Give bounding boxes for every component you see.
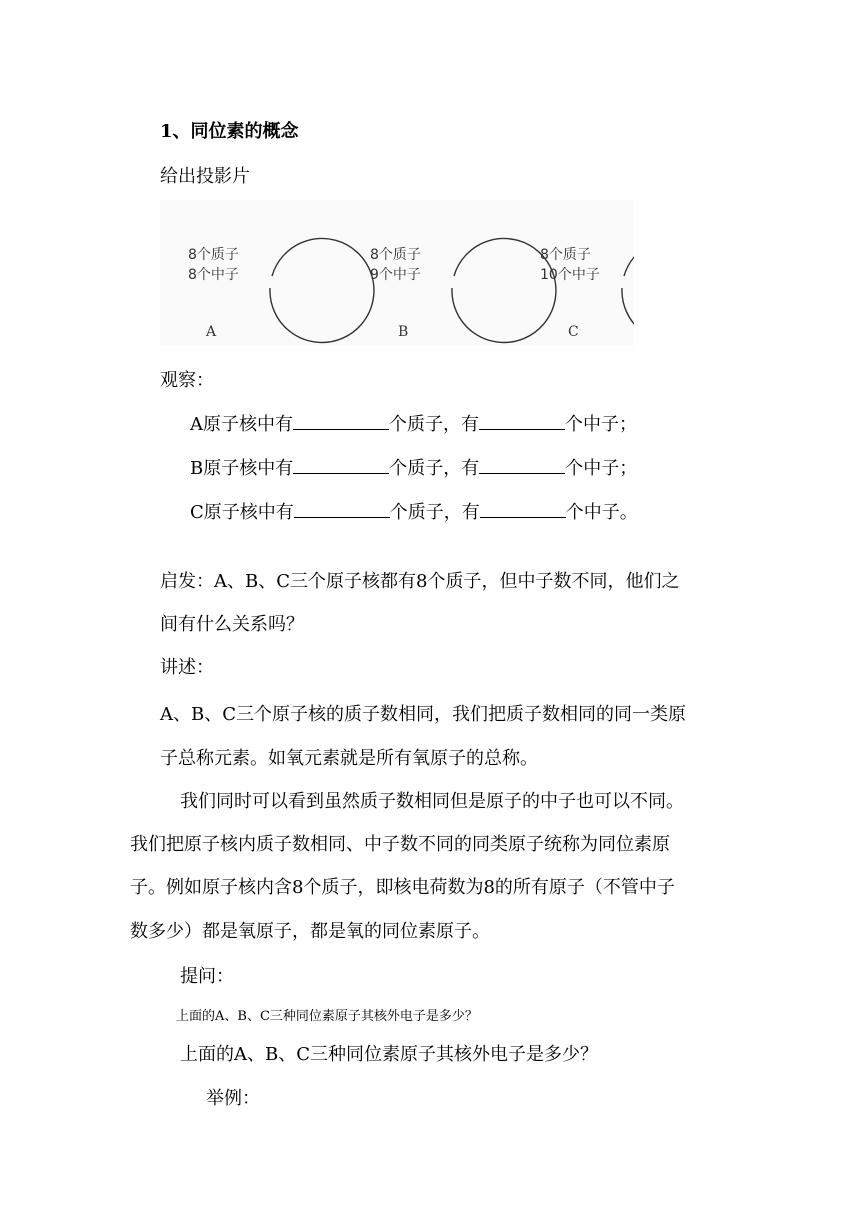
observe-row-b bbox=[190, 454, 637, 480]
blank-c-neutrons[interactable] bbox=[480, 499, 566, 518]
blank-c-protons[interactable] bbox=[294, 499, 390, 518]
explain-p2-line-2: 我们把原子核内质子数相同、中子数不同的同类原子统称为同位素原 bbox=[130, 834, 670, 855]
observe-row-c-prefix: C原子核中有 bbox=[190, 502, 294, 523]
atom-b-caption: B bbox=[398, 324, 409, 340]
atom-a-circle bbox=[270, 238, 374, 342]
atom-a bbox=[188, 238, 374, 342]
atom-c bbox=[540, 238, 634, 342]
example-label: 举例： bbox=[206, 1088, 260, 1109]
atom-c-circle bbox=[622, 238, 634, 342]
atom-a-caption: A bbox=[206, 324, 217, 340]
observe-row-b-end: 个中子； bbox=[565, 458, 638, 479]
explain-label: 讲述： bbox=[160, 657, 214, 678]
blank-b-neutrons[interactable] bbox=[479, 455, 565, 474]
atom-a-neutrons: 8个中子 bbox=[188, 267, 239, 283]
observe-row-a-prefix: A原子核中有 bbox=[190, 414, 293, 435]
explain-p2-line-4: 数多少）都是氧原子，都是氧的同位素原子。 bbox=[130, 921, 490, 942]
observe-row-c bbox=[190, 498, 638, 524]
observe-row-c-end: 个中子。 bbox=[565, 502, 638, 523]
observe-row-b-prefix: B原子核中有 bbox=[190, 458, 294, 479]
atom-c-neutrons: 10个中子 bbox=[540, 267, 600, 283]
observe-label: 观察： bbox=[160, 370, 214, 391]
explain-p2-line-3: 子。例如原子核内含8个质子，即核电荷数为8的所有原子（不管中子 bbox=[130, 877, 675, 898]
inspire-line-1: 启发：A、B、C三个原子核都有8个质子，但中子数不同，他们之 bbox=[160, 571, 680, 592]
question-small: 上面的A、B、C三种同位素原子其核外电子是多少？ bbox=[176, 1009, 478, 1024]
atom-b-neutrons: 9个中子 bbox=[370, 267, 421, 283]
blank-b-protons[interactable] bbox=[293, 455, 389, 474]
question-large: 上面的A、B、C三种同位素原子其核外电子是多少？ bbox=[180, 1044, 598, 1065]
intro-text: 给出投影片 bbox=[160, 166, 250, 187]
atom-c-caption: C bbox=[568, 324, 579, 340]
atom-b-protons: 8个质子 bbox=[370, 247, 421, 263]
blank-a-neutrons[interactable] bbox=[479, 411, 565, 430]
observe-row-a-mid: 个质子，有 bbox=[389, 414, 479, 435]
atom-c-protons: 8个质子 bbox=[540, 247, 591, 263]
atom-a-protons: 8个质子 bbox=[188, 247, 239, 263]
explain-p1-line-1: A、B、C三个原子核的质子数相同，我们把质子数相同的同一类原 bbox=[160, 704, 686, 725]
inspire-line-2: 间有什么关系吗？ bbox=[160, 614, 304, 635]
atom-b bbox=[370, 238, 556, 342]
question-label: 提问： bbox=[180, 966, 234, 987]
isotope-diagram bbox=[160, 200, 634, 346]
section-heading: 1、同位素的概念 bbox=[160, 121, 299, 142]
observe-row-b-mid: 个质子，有 bbox=[389, 458, 480, 479]
explain-p1-line-2: 子总称元素。如氧元素就是所有氧原子的总称。 bbox=[160, 748, 538, 769]
blank-a-protons[interactable] bbox=[293, 411, 389, 430]
explain-p2-line-1: 我们同时可以看到虽然质子数相同但是原子的中子也可以不同。 bbox=[180, 791, 684, 812]
observe-row-c-mid: 个质子，有 bbox=[389, 502, 480, 523]
isotope-diagram-svg bbox=[160, 200, 634, 346]
observe-row-a-end: 个中子； bbox=[565, 414, 637, 435]
observe-row-a bbox=[190, 410, 637, 436]
